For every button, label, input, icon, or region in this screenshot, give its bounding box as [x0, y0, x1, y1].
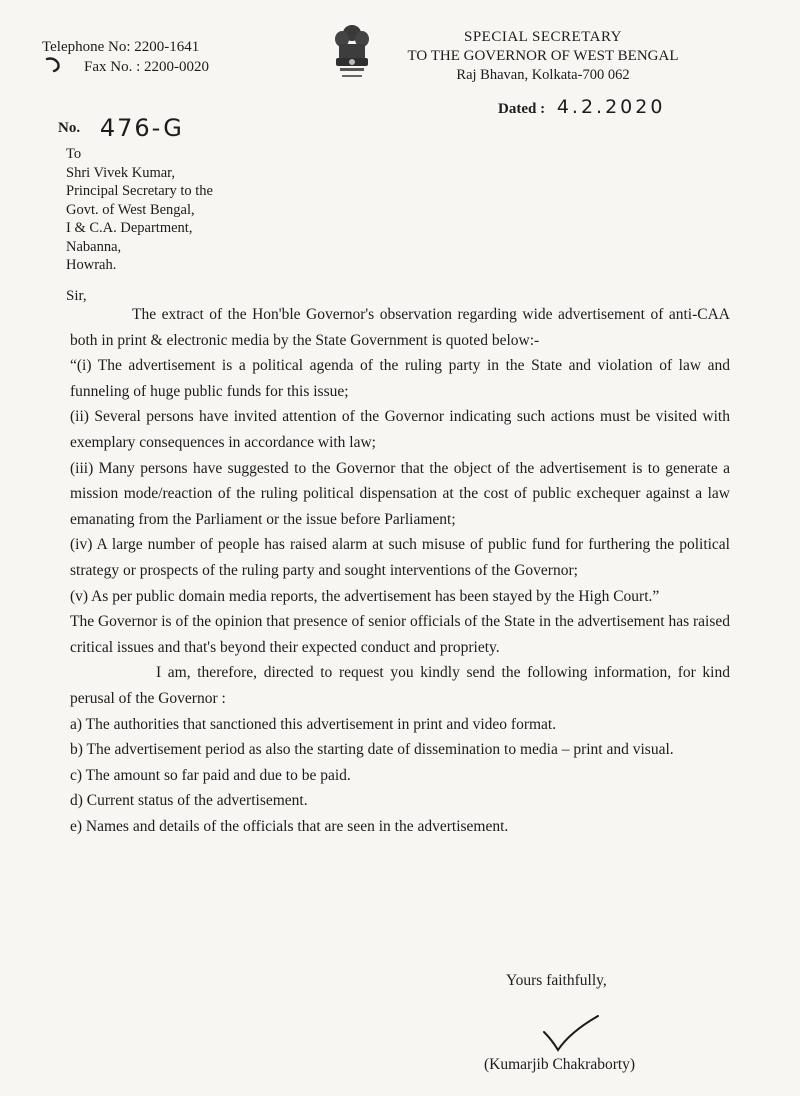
request-paragraph: I am, therefore, directed to request you kindly send the following information, for kind perusal of the Governor :: [70, 664, 730, 707]
request-item: a) The authorities that sanctioned this advertisement in print and video format.: [70, 715, 557, 733]
observation-point: “(i) The advertisement is a political agenda of the ruling party in the State and violation of law and funneling of huge public funds for this issue;: [70, 357, 730, 400]
intro-paragraph: The extract of the Hon'ble Governor's observation regarding wide advertisement of anti-CAA both in print & electronic media by the State Government is quoted below:-: [70, 306, 730, 349]
closing-phrase: Yours faithfully,: [506, 972, 607, 989]
signatory-name: (Kumarjib Chakraborty): [484, 1056, 636, 1073]
office-heading: [398, 28, 688, 85]
office-subtitle: TO THE GOVERNOR OF WEST BENGAL: [407, 48, 679, 64]
address-line: Howrah.: [66, 257, 117, 273]
request-item: c) The amount so far paid and due to be paid.: [70, 766, 351, 784]
address-line: Nabanna,: [66, 238, 122, 255]
telephone-number: Telephone No: 2200-1641: [42, 39, 200, 55]
fax-number: Fax No. : 2200-0020: [84, 59, 209, 75]
handwritten-signature: [540, 1012, 602, 1054]
address-line: To: [66, 146, 82, 162]
opinion-paragraph: The Governor is of the opinion that presence of senior officials of the State in the advertisement has raised critical issues and that's beyond their expected conduct and propriety.: [70, 613, 730, 656]
dated-value: 4.2.2020: [556, 96, 666, 118]
reference-number: [58, 110, 184, 142]
dated-label: Dated :: [498, 101, 546, 117]
observation-point: (v) As per public domain media reports, the advertisement has been stayed by the High Court.”: [70, 587, 660, 605]
observation-point: (iii) Many persons have suggested to the Governor that the object of the advertisement is to generate a mission mode/reaction of the ruling political dispensation at the cost of public exchequer against a law emanating from the Parliament or the issue before Parliament;: [70, 459, 730, 528]
observation-point: (ii) Several persons have invited attention of the Governor indicating such actions must be visited with exemplary consequences in accordance with law;: [70, 408, 730, 451]
letter-body: [70, 302, 730, 839]
observation-point: (iv) A large number of people has raised alarm at such misuse of public fund for furthering the political strategy or prospects of the ruling party and sought interventions of the Governor;: [70, 536, 730, 579]
address-line: Principal Secretary to the: [66, 183, 213, 199]
contact-block: [42, 37, 209, 77]
address-line: Shri Vivek Kumar,: [66, 164, 176, 181]
office-title: SPECIAL SECRETARY: [463, 29, 623, 45]
address-line: I & C.A. Department,: [66, 220, 193, 236]
handwritten-tick-mark: [44, 55, 66, 78]
reference-value: 476-G: [99, 114, 184, 142]
salutation: Sir,: [66, 288, 87, 304]
request-item: d) Current status of the advertisement.: [70, 792, 308, 810]
reference-label: No.: [58, 120, 81, 136]
national-emblem-icon: [330, 22, 374, 86]
recipient-address: [66, 145, 213, 275]
date-line: [498, 96, 665, 118]
request-item: e) Names and details of the officials that are seen in the advertisement.: [70, 817, 509, 835]
office-address: Raj Bhavan, Kolkata-700 062: [456, 67, 630, 83]
address-line: Govt. of West Bengal,: [66, 201, 195, 218]
request-item: b) The advertisement period as also the starting date of dissemination to media – print and visual.: [70, 741, 674, 759]
